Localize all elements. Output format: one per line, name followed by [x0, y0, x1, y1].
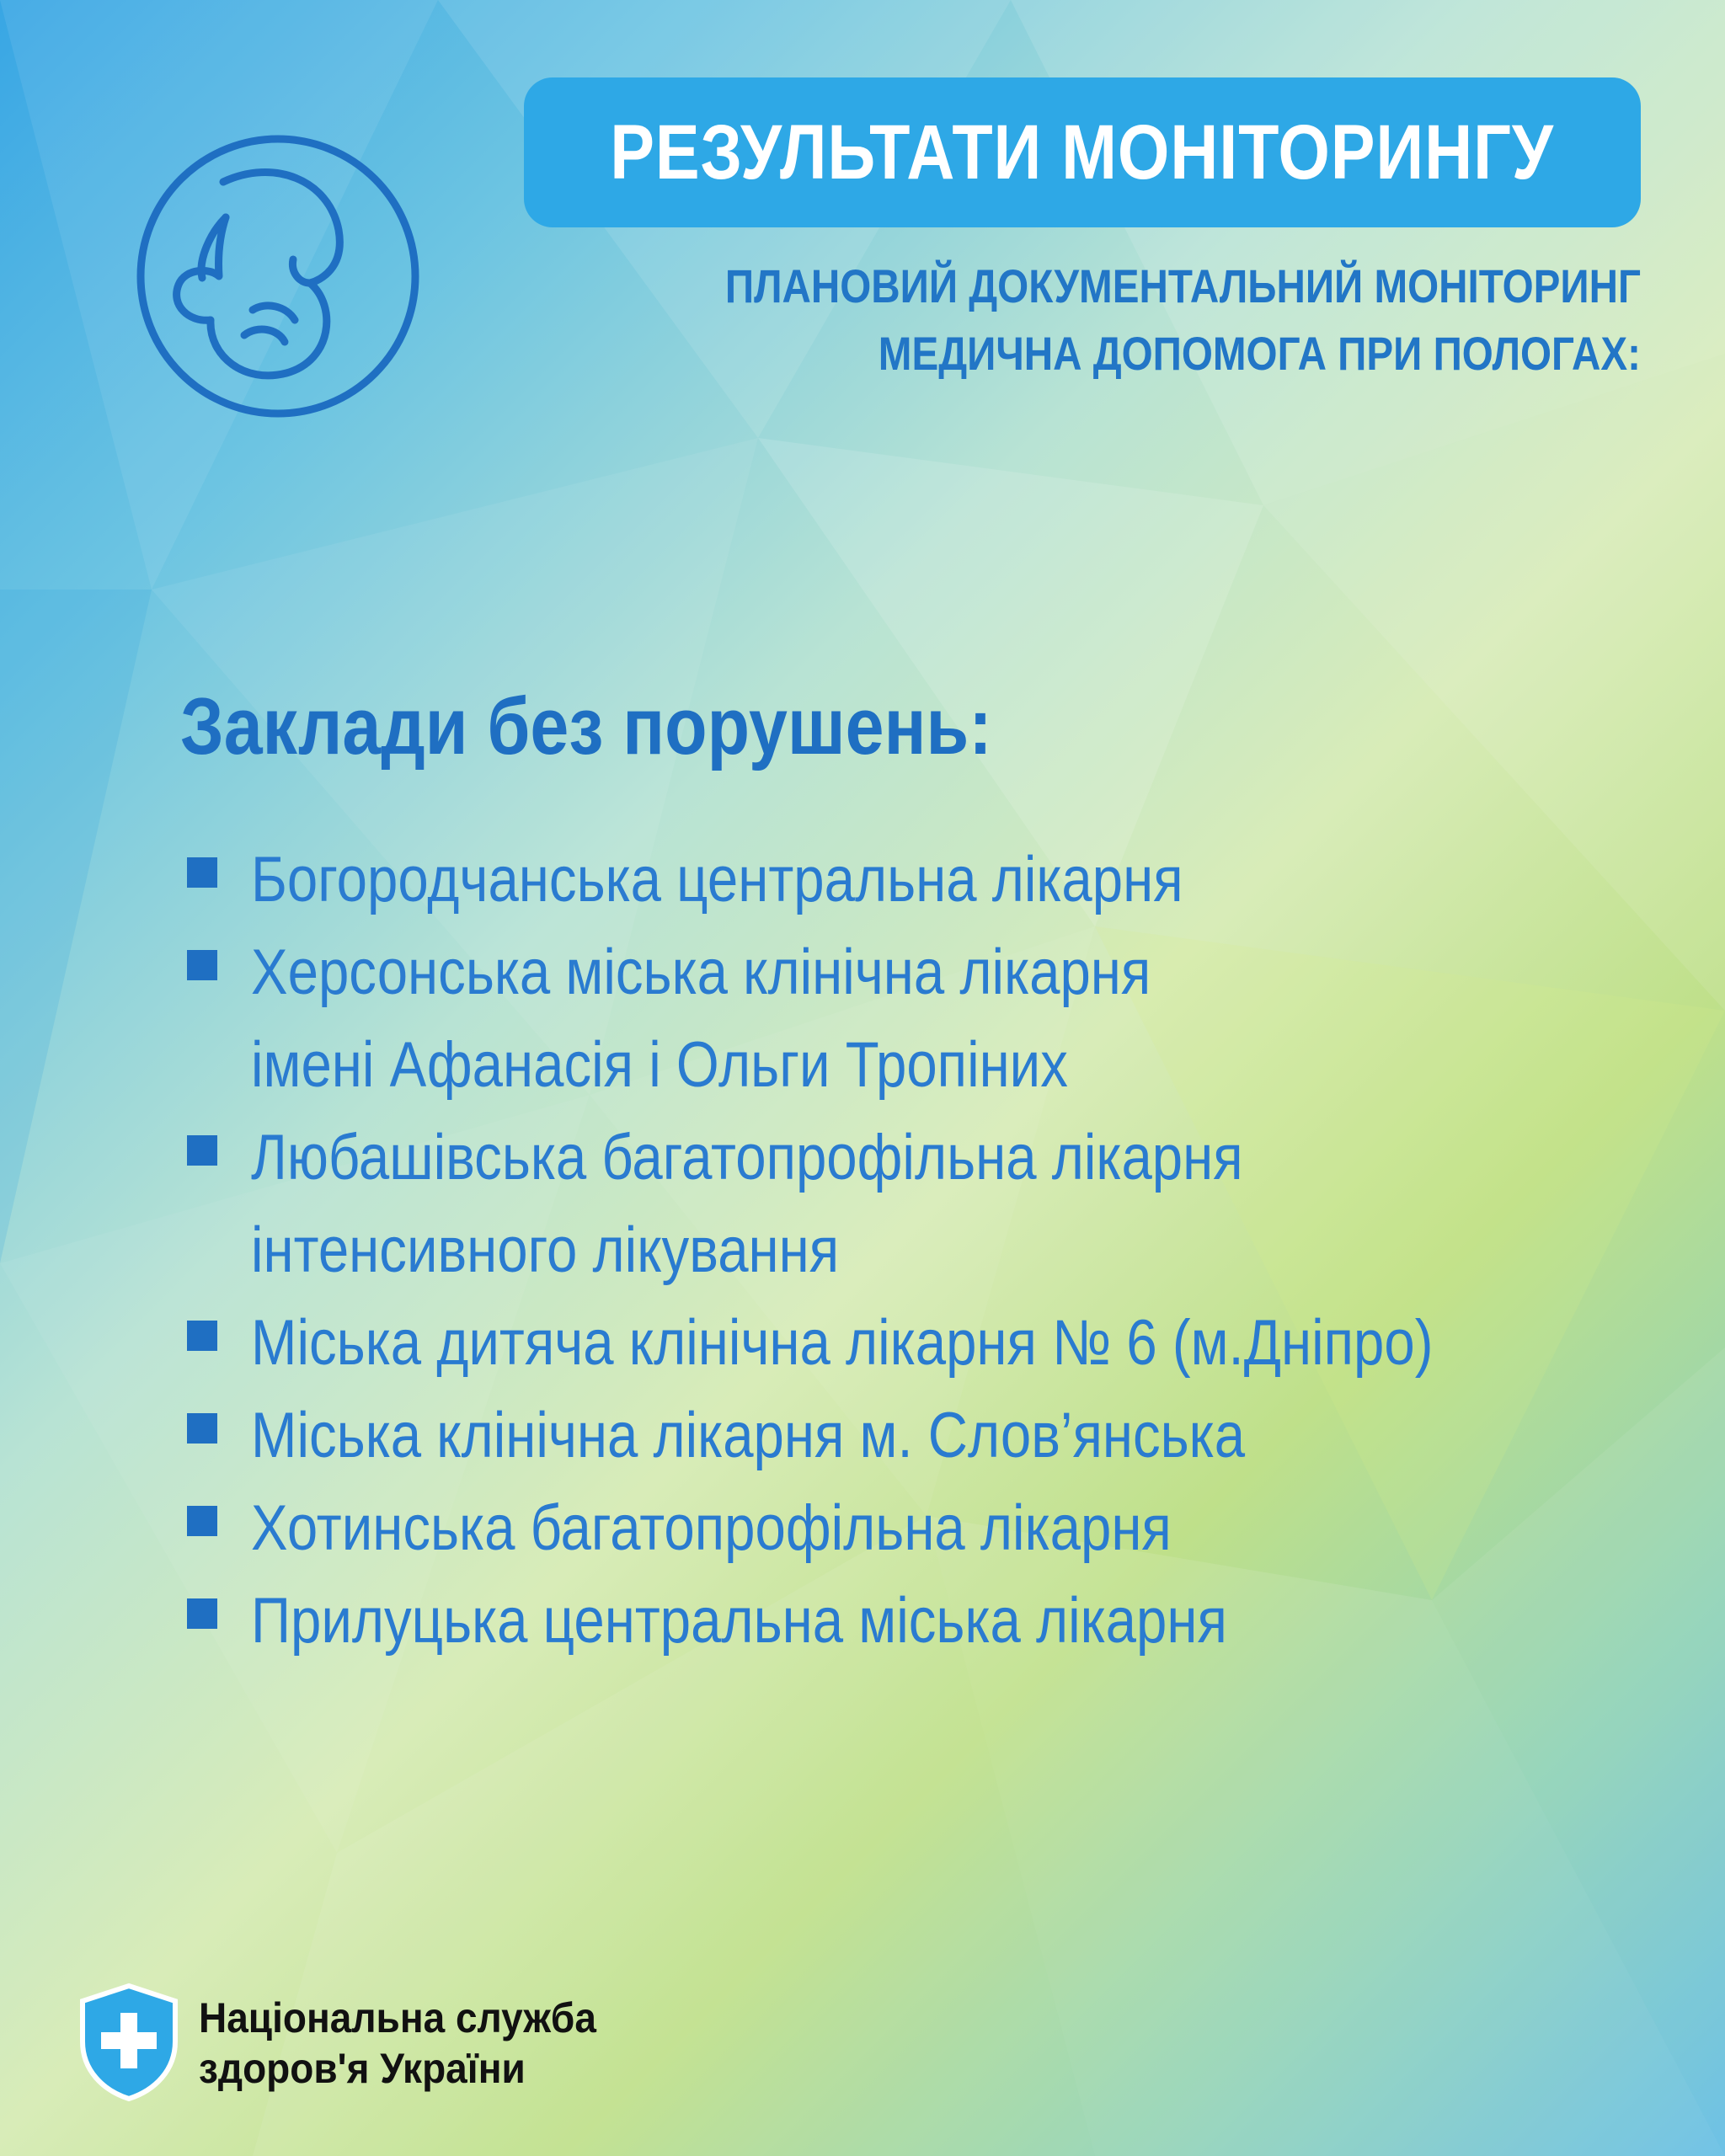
title-banner [524, 77, 1641, 227]
list-item-text-continued: інтенсивного лікування [251, 1214, 840, 1286]
organization-name [199, 1993, 596, 2094]
bullet-icon [187, 1598, 217, 1629]
list-item-text: Міська клінічна лікарня м. Слов’янська [251, 1400, 1246, 1471]
facility-list [187, 834, 1669, 1668]
bullet-icon [187, 950, 217, 980]
list-item [187, 1390, 1669, 1482]
bullet-icon [187, 1321, 217, 1351]
list-item [187, 1575, 1669, 1668]
bullet-icon [187, 1413, 217, 1444]
list-item [187, 1112, 1669, 1297]
bullet-icon [187, 1135, 217, 1166]
section-title: Заклади без порушень: [180, 681, 992, 771]
subtitle-line: МЕДИЧНА ДОПОМОГА ПРИ ПОЛОГАХ: [878, 327, 1641, 380]
list-item [187, 926, 1669, 1112]
list-item-text: Хотинська багатопрофільна лікарня [251, 1492, 1172, 1564]
bullet-icon [187, 857, 217, 888]
list-item-text: Богородчанська центральна лікарня [251, 844, 1183, 915]
subtitle [725, 253, 1641, 387]
fetus-icon [118, 133, 438, 419]
list-item-text: Міська дитяча клінічна лікарня № 6 (м.Дніпро) [251, 1307, 1434, 1379]
list-item [187, 1482, 1669, 1575]
list-item [187, 1297, 1669, 1390]
list-item-text: Любашівська багатопрофільна лікарня [251, 1122, 1243, 1193]
list-item-text: Херсонська міська клінічна лікарня [251, 937, 1151, 1008]
organization-name-line: здоров'я України [199, 2045, 526, 2092]
subtitle-line: ПЛАНОВИЙ ДОКУМЕНТАЛЬНИЙ МОНІТОРИНГ [724, 259, 1641, 312]
bullet-icon [187, 1506, 217, 1536]
organization-name-line: Національна служба [199, 1994, 596, 2041]
list-item [187, 834, 1669, 926]
banner-title: РЕЗУЛЬТАТИ МОНІТОРИНГУ [610, 109, 1555, 195]
list-item-text-continued: імені Афанасія і Ольги Тропіних [251, 1029, 1068, 1101]
shield-cross-icon [76, 1983, 182, 2102]
list-item-text: Прилуцька центральна міська лікарня [251, 1585, 1227, 1657]
